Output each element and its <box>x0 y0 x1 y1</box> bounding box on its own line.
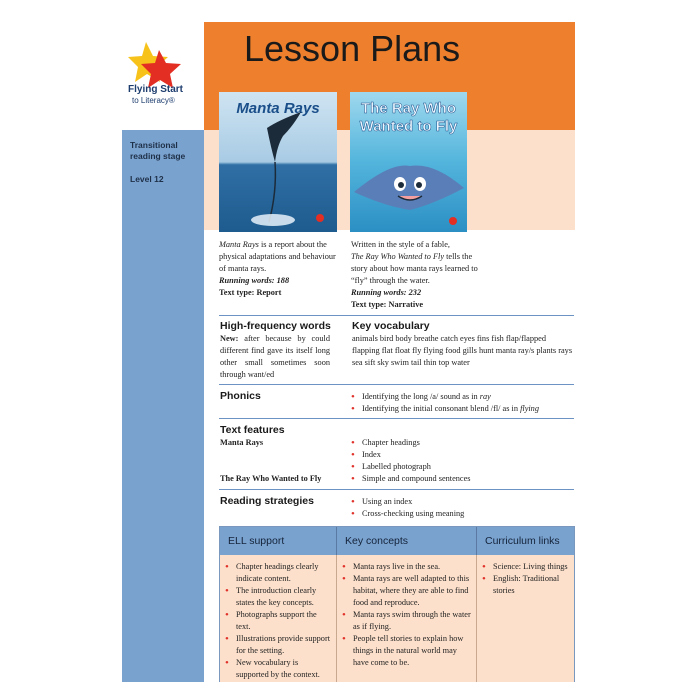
reading-strategies-list <box>350 496 574 520</box>
book-cover-manta-rays <box>219 92 337 232</box>
book2-running-words: Running words: 232 <box>351 288 422 297</box>
book1-description <box>219 239 339 299</box>
ell-support-cell <box>220 555 337 682</box>
book2-title-italic: The Ray Who Wanted to Fly <box>351 252 445 261</box>
list-item: • English: Traditional stories <box>481 573 570 597</box>
list-item: • Chapter headings <box>350 437 574 449</box>
key-concepts-header: Key concepts <box>337 527 477 555</box>
hf-words-list: after because by could different find gave its itself long other small sometimes soon through want/ed <box>220 334 330 379</box>
list-item: • Using an index <box>350 496 574 508</box>
reading-strategies-heading: Reading strategies <box>220 495 314 507</box>
key-vocab-heading: Key vocabulary <box>352 320 430 332</box>
divider <box>219 418 574 419</box>
hf-words-text <box>220 333 330 381</box>
list-item: • Manta rays live in the sea. <box>341 561 472 573</box>
hf-words-heading: High-frequency words <box>220 320 331 332</box>
list-item: • People tell stories to explain how things in the natural world may have come to be. <box>341 633 472 669</box>
book1-text-type: Text type: Report <box>219 288 282 297</box>
text-features-list <box>350 437 574 485</box>
book-cover-title: Manta Rays <box>236 100 320 117</box>
list-item: • Science: Living things <box>481 561 570 573</box>
key-concepts-cell <box>337 555 477 682</box>
book1-desc-rest: is a report about the physical adaptations and behaviour of manta rays. <box>219 240 336 273</box>
text-features-book1-label: Manta Rays <box>220 438 264 447</box>
phonics-heading: Phonics <box>220 390 261 402</box>
book1-title-italic: Manta Rays <box>219 240 259 249</box>
divider <box>219 384 574 385</box>
list-item: • Cross-checking using meaning <box>350 508 574 520</box>
book2-desc-intro: Written in the style of a fable, <box>351 240 450 249</box>
list-item: • Manta rays are well adapted to this habitat, where they are able to find food and reproduce. <box>341 573 472 609</box>
list-item: • Chapter headings clearly indicate content. <box>224 561 332 585</box>
list-item: • Identifying the long /a/ sound as in ray <box>350 391 574 403</box>
book1-running-words: Running words: 188 <box>219 276 290 285</box>
brand-tagline: to Literacy® <box>132 96 175 105</box>
curriculum-links-header: Curriculum links <box>477 527 574 555</box>
book-cover-ray-who-wanted-to-fly <box>350 92 467 232</box>
curriculum-links-cell <box>477 555 574 682</box>
list-item: • Labelled photograph <box>350 461 574 473</box>
list-item: • Manta rays swim through the water as if flying. <box>341 609 472 633</box>
ell-support-header: ELL support <box>220 527 337 555</box>
manta-ray-photo-icon <box>219 92 337 232</box>
sidebar <box>122 130 204 682</box>
new-label: New: <box>220 334 239 343</box>
divider <box>219 489 574 490</box>
book2-text-type: Text type: Narrative <box>351 300 424 309</box>
brand-name: Flying Start <box>128 84 184 95</box>
text-features-heading: Text features <box>220 424 285 436</box>
key-vocab-text: animals bird body breathe catch eyes fins fish flap/flapped flapping flat float fly flying food gills hunt manta ray/s plants rays sea sift sky swim tail thin top water <box>352 334 573 367</box>
list-item: • Illustrations provide support for the setting. <box>224 633 332 657</box>
page-title: Lesson Plans <box>244 28 461 69</box>
support-table <box>219 526 575 682</box>
book-cover-title: The Ray Who Wanted to Fly <box>359 100 458 135</box>
list-item: • Identifying the initial consonant blend /fl/ as in flying <box>350 403 574 415</box>
book2-description <box>351 239 481 311</box>
list-item: • Photographs support the text. <box>224 609 332 633</box>
book2-desc-rest: tells the story about how manta rays learned to “fly” through the water. <box>351 252 478 285</box>
divider <box>219 315 574 316</box>
list-item: • Index <box>350 449 574 461</box>
text-features-book2-label: The Ray Who Wanted to Fly <box>220 474 322 483</box>
phonics-list <box>350 391 574 415</box>
reading-stage-label: Transitional reading stage <box>130 140 186 161</box>
list-item: • New vocabulary is supported by the context. <box>224 657 332 681</box>
cartoon-ray-illustration-icon <box>350 92 467 232</box>
list-item: • The introduction clearly states the key concepts. <box>224 585 332 609</box>
level-label: Level 12 <box>130 174 164 184</box>
list-item: • Simple and compound sentences <box>350 473 574 485</box>
